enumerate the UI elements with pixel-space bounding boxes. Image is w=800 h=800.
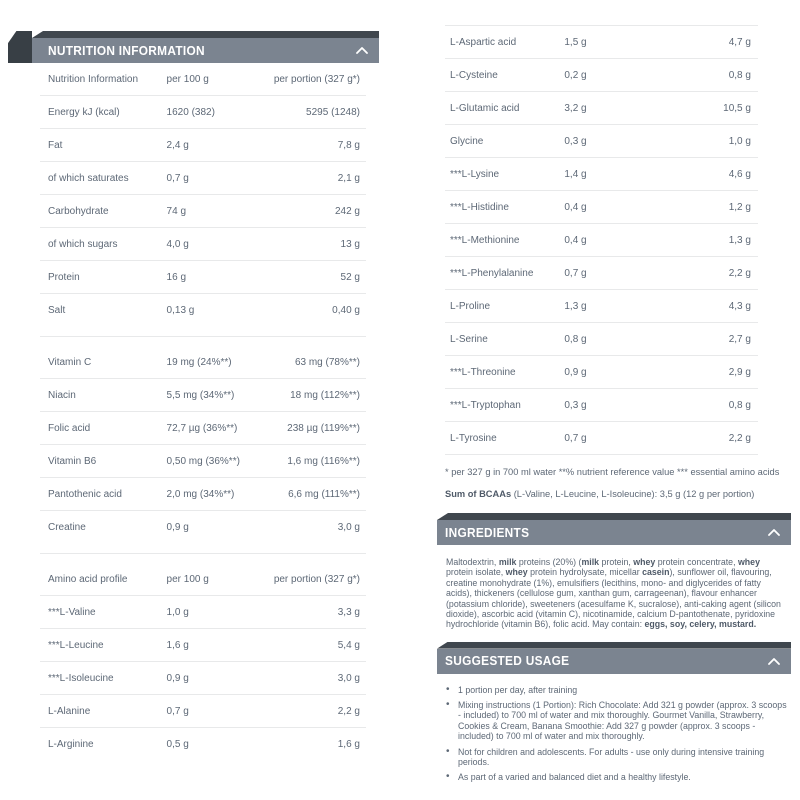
- table-row: [40, 63, 366, 95]
- table-row: [445, 91, 758, 124]
- nutrient-label: L-Aspartic acid: [450, 36, 517, 48]
- nutrient-label: ***L-Lysine: [450, 168, 500, 180]
- value-per-portion: 0,40 g: [332, 304, 360, 316]
- table-row: [40, 378, 366, 411]
- nutrient-label: of which sugars: [48, 238, 118, 250]
- nutrient-label: ***L-Methionine: [450, 234, 520, 246]
- value-per-portion: 5,4 g: [337, 639, 360, 651]
- table-row: [445, 355, 758, 388]
- value-per-portion: 3,0 g: [337, 521, 360, 533]
- nutrient-label: ***L-Isoleucine: [48, 672, 114, 684]
- chevron-up-icon[interactable]: [356, 47, 368, 54]
- value-per-100g: 0,5 g: [166, 738, 189, 750]
- table-row: [40, 661, 366, 694]
- table-row: [40, 260, 366, 293]
- value-per-100g: 1,4 g: [564, 168, 587, 180]
- value-per-portion: 1,6 mg (116%**): [287, 455, 360, 467]
- table-row: [445, 157, 758, 190]
- table-row: [445, 190, 758, 223]
- bullet-text: As part of a varied and balanced diet and a healthy lifestyle.: [458, 772, 691, 783]
- nutrition-table-left: [40, 63, 366, 760]
- table-row: [445, 421, 758, 454]
- value-per-portion: 3,3 g: [337, 606, 360, 618]
- value-per-portion: 2,2 g: [728, 267, 751, 279]
- value-per-100g: 0,13 g: [166, 304, 195, 316]
- value-per-portion: 4,7 g: [728, 36, 751, 48]
- value-per-portion: 0,8 g: [728, 399, 751, 411]
- nutrient-label: L-Glutamic acid: [450, 102, 520, 114]
- nutrient-label: Protein: [48, 271, 80, 283]
- value-per-portion: per portion (327 g*): [273, 73, 360, 85]
- nutrient-label: Salt: [48, 304, 66, 316]
- value-per-portion: 238 µg (119%**): [287, 422, 360, 434]
- nutrient-label: L-Serine: [450, 333, 488, 345]
- value-per-portion: 2,1 g: [337, 172, 360, 184]
- nutrient-label: Niacin: [48, 389, 76, 401]
- chevron-up-icon[interactable]: [768, 529, 780, 536]
- value-per-100g: 0,4 g: [564, 234, 587, 246]
- nutrient-label: Carbohydrate: [48, 205, 109, 217]
- nutrient-label: Vitamin C: [48, 356, 92, 368]
- nutrient-label: ***L-Phenylalanine: [450, 267, 534, 279]
- ingredients-header[interactable]: [437, 513, 791, 545]
- list-item: [446, 685, 791, 695]
- value-per-portion: 13 g: [340, 238, 360, 250]
- section-title: SUGGESTED USAGE: [445, 654, 570, 669]
- bcaa-sum-note: Sum of BCAAs (L-Valine, L-Leucine, L-Isoleucine): 3,5 g (12 g per portion): [445, 489, 755, 499]
- value-per-100g: 1620 (382): [166, 106, 215, 118]
- table-row: [40, 510, 366, 553]
- ribbon-top-edge-decoration: [437, 642, 791, 649]
- table-row: [445, 124, 758, 157]
- table-row: [40, 694, 366, 727]
- value-per-portion: 18 mg (112%**): [290, 389, 360, 401]
- table-row: [40, 293, 366, 336]
- table-row: [40, 227, 366, 260]
- value-per-100g: 0,9 g: [166, 672, 189, 684]
- list-item: [446, 747, 791, 768]
- ribbon-fold-decoration: [8, 31, 32, 63]
- nutrition-table-right: [445, 25, 758, 455]
- value-per-100g: 0,7 g: [564, 267, 587, 279]
- value-per-portion: 2,2 g: [728, 432, 751, 444]
- list-item: [446, 700, 791, 742]
- chevron-up-icon[interactable]: [768, 658, 780, 665]
- table-row: [40, 128, 366, 161]
- value-per-100g: 16 g: [166, 271, 187, 283]
- nutrient-label: Energy kJ (kcal): [48, 106, 120, 118]
- value-per-100g: 0,3 g: [564, 135, 587, 147]
- table-row: [445, 256, 758, 289]
- value-per-portion: per portion (327 g*): [273, 573, 360, 585]
- nutrition-panel: [8, 31, 379, 760]
- value-per-100g: 1,0 g: [166, 606, 189, 618]
- nutrient-label: L-Proline: [450, 300, 491, 312]
- nutrient-label: L-Cysteine: [450, 69, 498, 81]
- table-row: [445, 322, 758, 355]
- section-title: NUTRITION INFORMATION: [48, 43, 205, 58]
- table-row: [445, 388, 758, 421]
- suggested-usage-header[interactable]: [437, 642, 791, 674]
- value-per-portion: 4,6 g: [728, 168, 751, 180]
- section-title: INGREDIENTS: [445, 525, 530, 540]
- value-per-100g: 0,7 g: [564, 432, 587, 444]
- value-per-portion: 6,6 mg (111%**): [288, 488, 360, 500]
- value-per-100g: 0,8 g: [564, 333, 587, 345]
- table-row: [40, 336, 366, 379]
- nutrient-label: Glycine: [450, 135, 484, 147]
- value-per-100g: 19 mg (24%**): [166, 356, 232, 368]
- table-row: [40, 553, 366, 596]
- value-per-portion: 242 g: [334, 205, 360, 217]
- value-per-portion: 10,5 g: [723, 102, 751, 114]
- footnote-asterisks: * per 327 g in 700 ml water **% nutrient reference value *** essential amino acids: [445, 467, 780, 477]
- nutrient-label: Fat: [48, 139, 63, 151]
- value-per-portion: 7,8 g: [337, 139, 360, 151]
- value-per-100g: 3,2 g: [564, 102, 587, 114]
- value-per-100g: 2,0 mg (34%**): [166, 488, 235, 500]
- value-per-100g: 1,5 g: [564, 36, 587, 48]
- value-per-portion: 4,3 g: [728, 300, 751, 312]
- value-per-100g: 74 g: [166, 205, 187, 217]
- value-per-portion: 2,9 g: [728, 366, 751, 378]
- table-row: [40, 411, 366, 444]
- nutrient-label: Pantothenic acid: [48, 488, 122, 500]
- table-row: [40, 477, 366, 510]
- value-per-100g: 0,3 g: [564, 399, 587, 411]
- value-per-portion: 63 mg (78%**): [294, 356, 360, 368]
- nutrient-label: ***L-Leucine: [48, 639, 104, 651]
- value-per-100g: 0,2 g: [564, 69, 587, 81]
- value-per-100g: 0,7 g: [166, 705, 189, 717]
- value-per-portion: 5295 (1248): [306, 106, 360, 118]
- nutrient-label: ***L-Tryptophan: [450, 399, 521, 411]
- value-per-portion: 2,2 g: [337, 705, 360, 717]
- bullet-text: 1 portion per day, after training: [458, 684, 578, 695]
- bullet-text: Mixing instructions (1 Portion): Rich Chocolate: Add 321 g powder (approx. 3 scoops - included) to 700 ml of water and mix thoroughly. Gourmet Vanilla, Strawberry, Cookies & Cream, Banana Smoothie: Add 327 g powder (approx. 3 scoops - included) to 700 ml of water and mix thoroughly.: [458, 700, 787, 742]
- usage-bullet-list: [446, 685, 791, 783]
- value-per-portion: 1,0 g: [728, 135, 751, 147]
- value-per-100g: 1,3 g: [564, 300, 587, 312]
- nutrition-information-header[interactable]: [8, 31, 379, 63]
- nutrient-label: ***L-Histidine: [450, 201, 509, 213]
- nutrient-label: L-Arginine: [48, 738, 94, 750]
- table-row: [40, 95, 366, 128]
- ribbon-top-edge-decoration: [437, 513, 791, 520]
- table-row: [40, 194, 366, 227]
- table-row: [445, 58, 758, 91]
- value-per-portion: 0,8 g: [728, 69, 751, 81]
- nutrient-label: Folic acid: [48, 422, 91, 434]
- table-row: [40, 161, 366, 194]
- value-per-portion: 1,2 g: [728, 201, 751, 213]
- nutrient-label: Amino acid profile: [48, 573, 128, 585]
- table-row: [40, 628, 366, 661]
- value-per-100g: per 100 g: [166, 73, 209, 85]
- table-row: [445, 223, 758, 256]
- value-per-100g: 2,4 g: [166, 139, 189, 151]
- value-per-100g: 5,5 mg (34%**): [166, 389, 235, 401]
- table-row: [40, 444, 366, 477]
- nutrient-label: of which saturates: [48, 172, 129, 184]
- table-row: [40, 595, 366, 628]
- nutrient-label: ***L-Threonine: [450, 366, 516, 378]
- table-row: [445, 26, 758, 58]
- ribbon-top-edge-decoration: [32, 31, 379, 38]
- value-per-portion: 1,3 g: [728, 234, 751, 246]
- value-per-100g: 72,7 µg (36%**): [166, 422, 238, 434]
- table-row: [40, 727, 366, 760]
- value-per-100g: 1,6 g: [166, 639, 189, 651]
- details-panel: [437, 0, 791, 788]
- value-per-100g: 0,9 g: [564, 366, 587, 378]
- list-item: [446, 772, 791, 782]
- bullet-text: Not for children and adolescents. For adults - use only during intensive training periods.: [458, 746, 765, 767]
- value-per-100g: 0,9 g: [166, 521, 189, 533]
- nutrient-label: L-Alanine: [48, 705, 91, 717]
- value-per-100g: 0,50 mg (36%**): [166, 455, 240, 467]
- value-per-portion: 52 g: [340, 271, 360, 283]
- nutrient-label: Nutrition Information: [48, 73, 139, 85]
- value-per-100g: 0,7 g: [166, 172, 189, 184]
- value-per-portion: 2,7 g: [728, 333, 751, 345]
- nutrient-label: ***L-Valine: [48, 606, 96, 618]
- value-per-portion: 3,0 g: [337, 672, 360, 684]
- value-per-portion: 1,6 g: [337, 738, 360, 750]
- value-per-100g: per 100 g: [166, 573, 209, 585]
- table-row: [445, 289, 758, 322]
- ingredients-text: Maltodextrin, milk proteins (20%) (milk protein, whey protein concentrate, whey protein isolate, whey protein hydrolysate, micellar casein), sunflower oil, flavouring, creatine monohydrate (1%), emulsifiers (lecithins, mono- and diglycerides of fatty acids), thickeners (cellulose gum, xanthan gum, carrageenan), flavour enhancer (potassium chloride), sweeteners (acesulfame K, sucralose), anti-caking agent (silicon dioxide), ascorbic acid (vitamin C), nicotinamide, calcium D-pantothenate, pyridoxine hydrochloride (vitamin B6), folic acid. May contain: eggs, soy, celery, mustard.: [446, 557, 781, 630]
- nutrient-label: Creatine: [48, 521, 86, 533]
- nutrient-label: Vitamin B6: [48, 455, 97, 467]
- nutrient-label: L-Tyrosine: [450, 432, 497, 444]
- value-per-100g: 4,0 g: [166, 238, 189, 250]
- value-per-100g: 0,4 g: [564, 201, 587, 213]
